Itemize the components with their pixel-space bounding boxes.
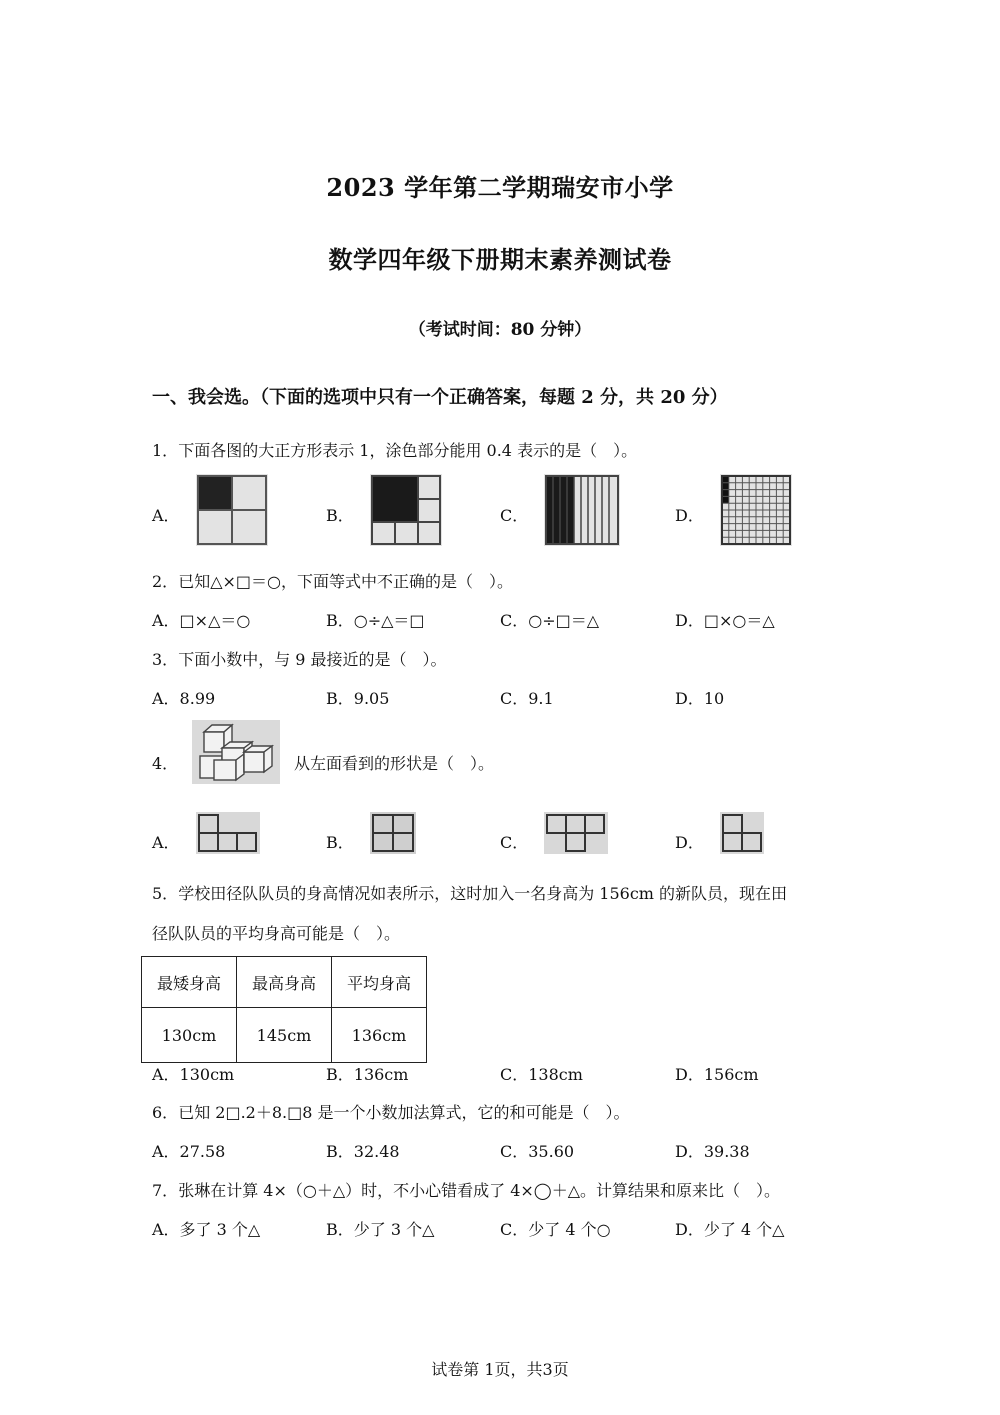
question-6 <box>152 1100 630 1123</box>
q7-option-b: B．少了 3 个△ <box>326 1220 435 1239</box>
table-header-cell: 平均身高 <box>332 957 427 1008</box>
q4-figure-d <box>720 812 764 854</box>
q5-option-b: B．136cm <box>326 1065 409 1084</box>
q5-option-c: C．138cm <box>500 1065 583 1084</box>
q2-option-b: B．○÷△＝□ <box>326 611 425 630</box>
question-5 <box>152 881 787 904</box>
heights-table <box>141 956 427 1063</box>
q6-option-b: B．32.48 <box>326 1142 400 1161</box>
section-heading: 一、我会选。（下面的选项中只有一个正确答案，每题 2 分，共 20 分） <box>152 387 728 408</box>
q4-option-b-label: B． <box>326 833 354 852</box>
question-number: 7． <box>152 1181 179 1200</box>
q4-figure-a <box>196 812 260 854</box>
question-number: 5． <box>152 884 179 903</box>
page-title-line1: 2023 学年第二学期瑞安市小学 <box>326 173 674 202</box>
q4-cube-figure <box>192 720 280 784</box>
q1-figure-b <box>370 474 442 546</box>
table-cell: 130cm <box>142 1008 237 1063</box>
question-4-number: 4． <box>152 754 179 773</box>
q5-option-a: A．130cm <box>152 1065 235 1084</box>
q2-option-c: C．○÷□＝△ <box>500 611 600 630</box>
q3-option-a: A．8.99 <box>152 689 216 708</box>
question-text: 下面小数中，与 9 最接近的是（ ）。 <box>178 650 447 669</box>
q2-option-d: D．□×○＝△ <box>675 611 775 630</box>
q1-option-c-label: C． <box>500 506 529 525</box>
q1-figure-a <box>196 474 268 546</box>
q4-option-a-label: A． <box>152 833 180 852</box>
question-4-text: 从左面看到的形状是（ ）。 <box>294 754 495 773</box>
question-2 <box>152 569 513 592</box>
q1-option-d-label: D． <box>675 506 704 525</box>
question-5-continued: 径队队员的平均身高可能是（ ）。 <box>152 924 401 943</box>
question-text: 下面各图的大正方形表示 1，涂色部分能用 0.4 表示的是（ ）。 <box>178 441 638 460</box>
q4-figure-c <box>544 812 608 854</box>
question-number: 6． <box>152 1103 179 1122</box>
question-1 <box>152 438 637 461</box>
q1-option-a-label: A． <box>152 506 180 525</box>
table-cell: 145cm <box>237 1008 332 1063</box>
q6-option-d: D．39.38 <box>675 1142 750 1161</box>
q1-figure-c <box>544 474 620 546</box>
exam-time: （考试时间：80 分钟） <box>408 320 592 340</box>
question-text: 张琳在计算 4×（○＋△）时，不小心错看成了 4×◯＋△。计算结果和原来比（ ）。 <box>178 1181 781 1200</box>
question-number: 1． <box>152 441 179 460</box>
q6-option-a: A．27.58 <box>152 1142 226 1161</box>
q7-option-a: A．多了 3 个△ <box>152 1220 261 1239</box>
question-text: 学校田径队队员的身高情况如表所示，这时加入一名身高为 156cm 的新队员，现在田 <box>178 884 788 903</box>
q1-figure-d <box>720 474 792 546</box>
table-header-cell: 最高身高 <box>237 957 332 1008</box>
q3-option-b: B．9.05 <box>326 689 390 708</box>
q3-option-d: D．10 <box>675 689 725 708</box>
question-number: 2． <box>152 572 179 591</box>
table-cell: 136cm <box>332 1008 427 1063</box>
table-header-cell: 最矮身高 <box>142 957 237 1008</box>
question-text: 已知 2□.2＋8.□8 是一个小数加法算式，它的和可能是（ ）。 <box>178 1103 630 1122</box>
q1-option-b-label: B． <box>326 506 354 525</box>
q4-figure-b <box>370 812 416 854</box>
question-text: 已知△×□＝○，下面等式中不正确的是（ ）。 <box>178 572 513 591</box>
q7-option-d: D．少了 4 个△ <box>675 1220 785 1239</box>
page-title-line2: 数学四年级下册期末素养测试卷 <box>328 245 672 274</box>
q4-option-d-label: D． <box>675 833 704 852</box>
q5-option-d: D．156cm <box>675 1065 759 1084</box>
q3-option-c: C．9.1 <box>500 689 554 708</box>
question-3 <box>152 647 447 670</box>
question-number: 3． <box>152 650 179 669</box>
page-footer: 试卷第 1页，共3页 <box>431 1360 569 1379</box>
q6-option-c: C．35.60 <box>500 1142 575 1161</box>
q2-option-a: A．□×△＝○ <box>152 611 251 630</box>
question-7 <box>152 1178 780 1201</box>
q4-option-c-label: C． <box>500 833 529 852</box>
q7-option-c: C．少了 4 个○ <box>500 1220 611 1239</box>
